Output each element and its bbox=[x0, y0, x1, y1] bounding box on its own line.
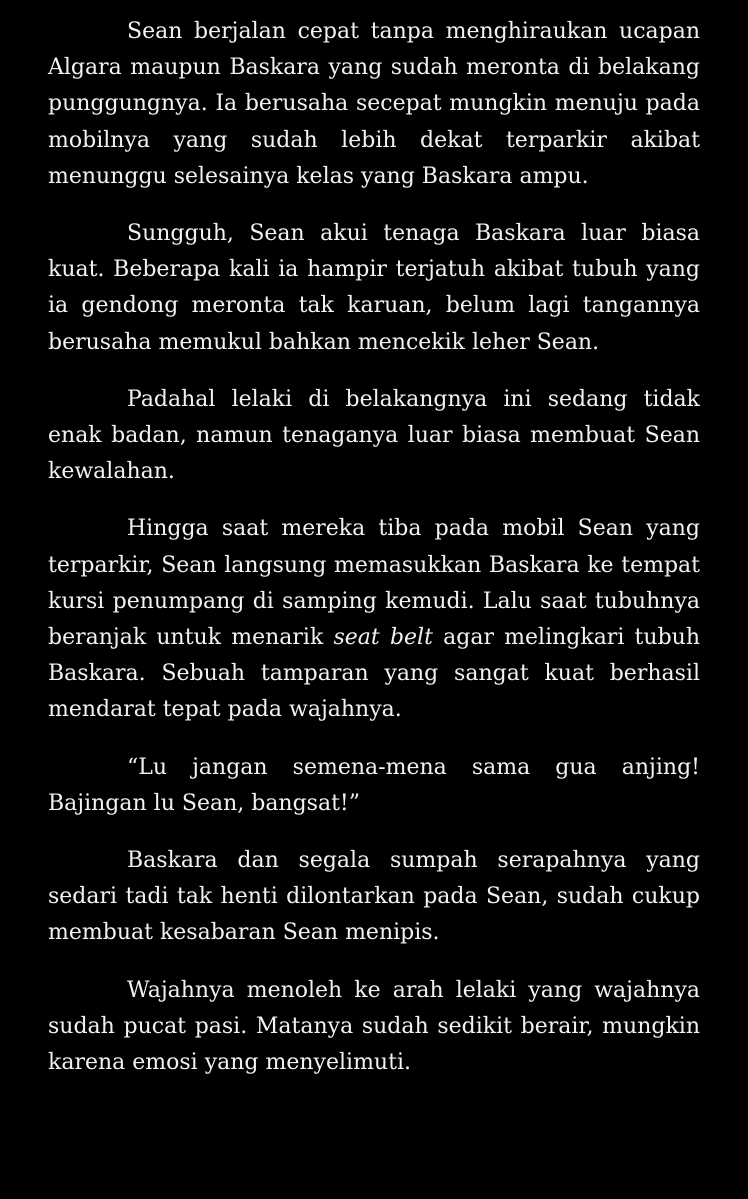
paragraph-4 bbox=[48, 511, 700, 728]
paragraph-7: Wajahnya menoleh ke arah lelaki yang wajahnya sudah pucat pasi. Matanya sudah sedikit berair, mungkin karena emosi yang menyelimuti. bbox=[48, 977, 700, 1076]
paragraph-3: Padahal lelaki di belakangnya ini sedang tidak enak badan, namun tenaganya luar biasa membuat Sean kewalahan. bbox=[48, 386, 700, 485]
paragraph-4-text-after: agar melingkari tubuh Baskara. Sebuah tamparan yang sangat kuat berhasil mendarat tepat pada wajahnya. bbox=[48, 625, 700, 723]
paragraph-1: Sean berjalan cepat tanpa menghiraukan ucapan Algara maupun Baskara yang sudah meronta di belakang punggungnya. Ia berusaha secepat mungkin menuju pada mobilnya yang sudah lebih dekat terparkir akibat menunggu selesainya kelas yang Baskara ampu. bbox=[48, 19, 700, 189]
story-page bbox=[48, 14, 700, 1081]
paragraph-4-text-before: Hingga saat mereka tiba pada mobil Sean yang terparkir, Sean langsung memasukkan Baskara ke tempat kursi penumpang di samping kemudi. Lalu saat tubuhnya beranjak untuk menarik bbox=[48, 516, 700, 651]
paragraph-5-dialogue: “Lu jangan semena-mena sama gua anjing! Bajingan lu Sean, bangsat!” bbox=[48, 754, 700, 816]
paragraph-2: Sungguh, Sean akui tenaga Baskara luar biasa kuat. Beberapa kali ia hampir terjatuh akibat tubuh yang ia gendong meronta tak karuan, belum lagi tangannya berusaha memukul bahkan mencekik leher Sean. bbox=[48, 221, 700, 355]
paragraph-4-italic-phrase: seat belt bbox=[333, 625, 433, 651]
paragraph-6: Baskara dan segala sumpah serapahnya yang sedari tadi tak henti dilontarkan pada Sean, sudah cukup membuat kesabaran Sean menipis. bbox=[48, 848, 700, 946]
